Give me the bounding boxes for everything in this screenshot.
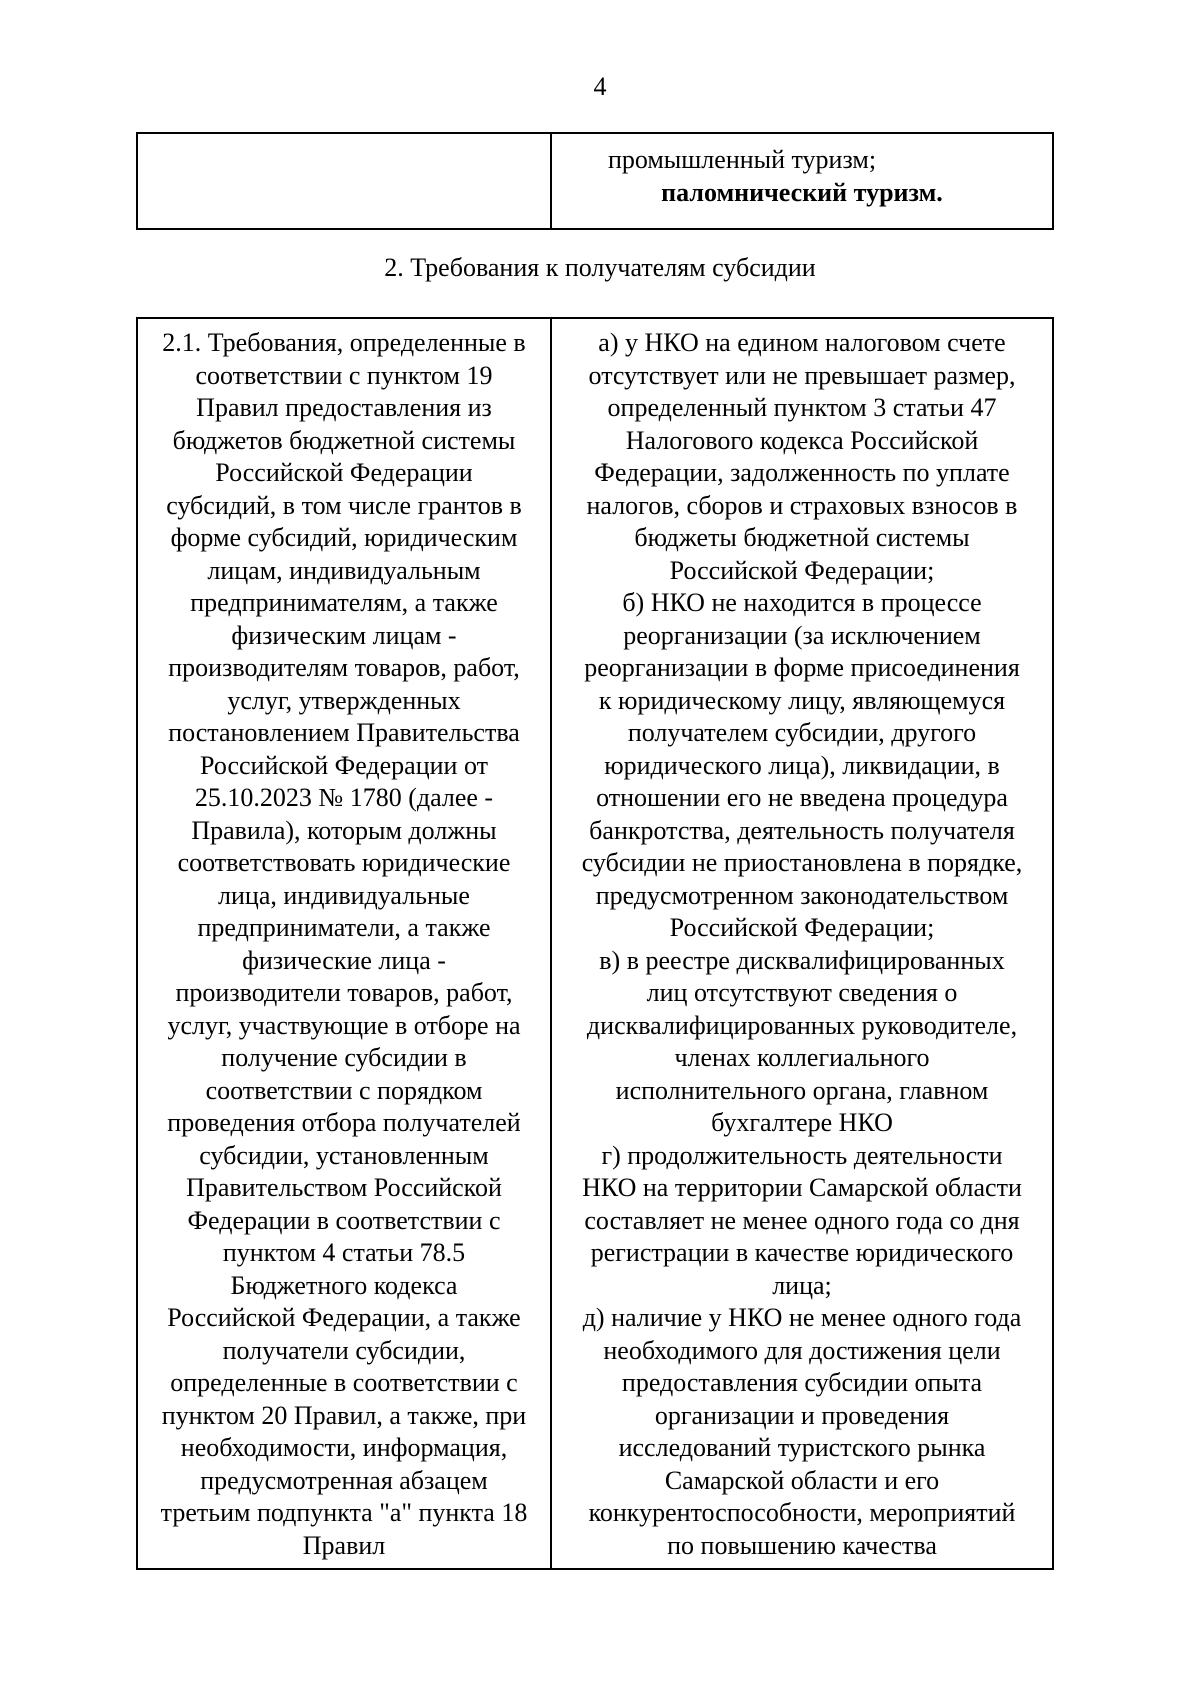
requirements-table (136, 317, 1054, 1570)
text-line: предпринимателям, а также (190, 588, 498, 617)
text-line: форме субсидий, юридическим (170, 523, 518, 552)
text-line: Правил предоставления из (196, 393, 492, 422)
text-line: Правительством Российской (186, 1173, 502, 1202)
text-line: необходимости, информация, (180, 1433, 508, 1462)
text-line: соответствии с пунктом 19 (195, 360, 493, 390)
text-line: Федерации в соответствии с (187, 1205, 501, 1235)
text-line: получателем субсидии, другого (627, 718, 977, 747)
text-line: постановлением Правительства (168, 718, 520, 747)
text-line: предусмотренная абзацем (200, 1465, 488, 1495)
text-line: Бюджетного кодекса (230, 1270, 458, 1300)
text-line: субсидий, в том числе грантов в (166, 490, 522, 520)
page-number: 4 (593, 72, 607, 101)
text-line: необходимого для достижения цели (603, 1335, 1001, 1365)
text-line: Правил (302, 1530, 386, 1560)
text-line: а) у НКО на едином налоговом счете (598, 328, 1006, 357)
text-line: определенный пунктом 3 статьи 47 (607, 393, 997, 422)
text-line: д) наличие у НКО не менее одного года (582, 1303, 1022, 1332)
text-line: предоставления субсидии опыта (621, 1368, 983, 1397)
section-heading: 2. Требования к получателям субсидии (384, 253, 816, 282)
text-line: физические лица - (242, 945, 446, 975)
text-line: юридического лица), ликвидации, в (604, 750, 1000, 780)
text-line: по повышению качества (667, 1530, 937, 1560)
text-line: отношении его не введена процедура (596, 783, 1008, 812)
text-line: предприниматели, а также (197, 913, 491, 942)
requirements-basis-cell (137, 318, 551, 1569)
text-line: в) в реестре дисквалифицированных (599, 945, 1005, 975)
text-line: Федерации, задолженность по уплате (594, 458, 1010, 487)
text-line: Российской Федерации; (669, 555, 935, 585)
text-line: субсидии не приостановлена в порядке, (581, 848, 1023, 877)
text-line: конкурентоспособности, мероприятий (588, 1498, 1016, 1527)
text-line: лица, индивидуальные (218, 880, 470, 910)
text-line: лиц отсутствуют сведения о (646, 978, 958, 1007)
text-line: третьим подпункта "а" пункта 18 (160, 1498, 528, 1527)
text-line: соответствии с порядком (205, 1075, 483, 1105)
text-line: производителям товаров, работ, (168, 653, 520, 682)
empty-cell (137, 133, 551, 229)
text-line: Российской Федерации от (200, 750, 488, 780)
requirements-list-cell (551, 318, 1053, 1569)
tourism-types-cell (551, 133, 1053, 229)
text-line: проведения отбора получателей (167, 1108, 521, 1137)
text-line: бухгалтере НКО (711, 1108, 893, 1137)
text-line: Российской Федерации (215, 458, 473, 487)
text-line: пунктом 4 статьи 78.5 (222, 1238, 466, 1267)
text-line: исследований туристского рынка (618, 1433, 986, 1462)
table-row (137, 133, 1053, 229)
text-line: физическим лицам - (231, 620, 457, 650)
text-line: получение субсидии в (221, 1043, 467, 1072)
text-line: бюджеты бюджетной системы (634, 523, 970, 552)
text-line: услуг, участвующие в отборе на (167, 1010, 521, 1040)
text-line: пунктом 20 Правил, а также, при (161, 1400, 527, 1430)
text-line: 2.1. Требования, определенные в (162, 328, 526, 357)
text-line: предусмотренном законодательством (595, 880, 1009, 910)
text-line: исполнительного органа, главном (615, 1075, 989, 1105)
text-line: НКО на территории Самарской области (582, 1173, 1022, 1202)
tourism-type-item: паломнический туризм. (661, 177, 943, 207)
text-line: лицам, индивидуальным (207, 555, 481, 585)
text-line: регистрации в качестве юридического (590, 1238, 1014, 1267)
text-line: услуг, утвержденных (227, 685, 461, 715)
text-line: реорганизации (за исключением (623, 620, 981, 650)
text-line: бюджетов бюджетной системы (172, 425, 516, 455)
tourism-type-item: промышленный туризм; (607, 145, 877, 174)
text-line: составляет не менее одного года со дня (584, 1205, 1020, 1235)
text-line: лица; (772, 1270, 832, 1300)
text-line: налогов, сборов и страховых взносов в (586, 490, 1018, 520)
text-line: Налогового кодекса Российской (625, 425, 979, 455)
text-line: Самарской области и его (664, 1465, 940, 1495)
text-line: банкротства, деятельность получателя (589, 815, 1015, 845)
text-line: 25.10.2023 № 1780 (далее - (194, 783, 494, 812)
text-line: соответствовать юридические (177, 848, 511, 877)
text-line: реорганизации в форме присоединения (584, 653, 1020, 682)
continuation-table (136, 132, 1054, 230)
text-line: определенные в соответствии с (170, 1368, 518, 1397)
text-line: к юридическому лицу, являющемуся (598, 685, 1006, 715)
text-line: дисквалифицированных руководителе, (586, 1010, 1018, 1040)
text-line: Российской Федерации, а также (167, 1303, 521, 1332)
text-line: субсидии, установленным (199, 1140, 489, 1170)
text-line: отсутствует или не превышает размер, (588, 360, 1016, 390)
text-line: г) продолжительность деятельности (601, 1140, 1003, 1170)
text-line: получатели субсидии, (222, 1335, 466, 1365)
text-line: б) НКО не находится в процессе (622, 588, 982, 617)
text-line: членах коллегиального (674, 1043, 930, 1072)
text-line: производители товаров, работ, (175, 978, 513, 1007)
table-row (137, 318, 1053, 1569)
text-line: Российской Федерации; (669, 913, 935, 942)
text-line: организации и проведения (654, 1400, 950, 1430)
text-line: Правила), которым должны (191, 815, 497, 845)
